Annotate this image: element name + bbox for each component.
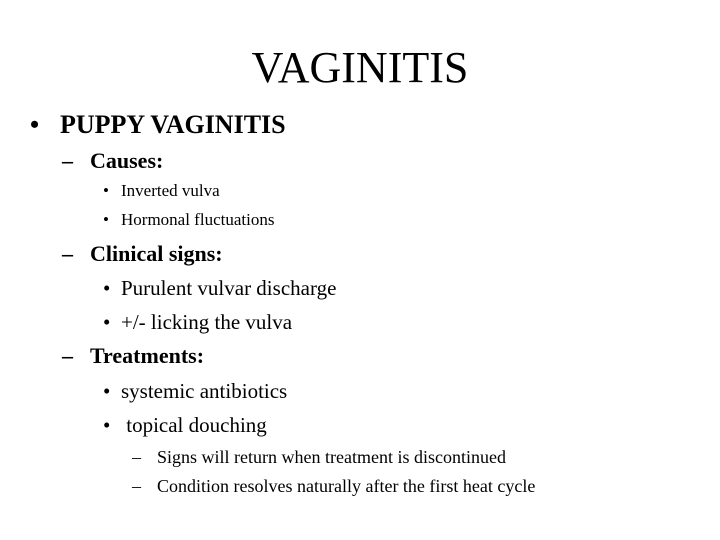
treatments-label: Treatments: [90,343,205,368]
causes-item: Hormonal fluctuations [121,210,275,229]
dash-icon: – [132,447,141,467]
bullet-icon: • [103,310,111,334]
dash-icon: – [62,343,73,368]
causes-item: Inverted vulva [121,181,220,200]
treatments-note: Signs will return when treatment is discontinued [157,447,506,467]
treatments-item: topical douching [121,413,267,437]
heading-text: PUPPY VAGINITIS [60,110,286,139]
clinical-signs-item: +/- licking the vulva [121,310,293,334]
treatments-item: systemic antibiotics [121,379,288,403]
dash-icon: – [132,476,141,496]
slide-title: VAGINITIS [251,43,469,92]
clinical-signs-item: Purulent vulvar discharge [121,276,337,300]
bullet-icon: • [103,413,111,437]
bullet-icon: • [103,181,109,200]
bullet-icon: • [103,379,111,403]
dash-icon: – [62,241,73,266]
bullet-icon: • [30,110,40,139]
bullet-icon: • [103,210,109,229]
bullet-icon: • [103,276,111,300]
clinical-signs-label: Clinical signs: [90,241,223,266]
dash-icon: – [62,148,73,173]
causes-label: Causes: [90,148,164,173]
treatments-note: Condition resolves naturally after the first heat cycle [157,476,536,496]
